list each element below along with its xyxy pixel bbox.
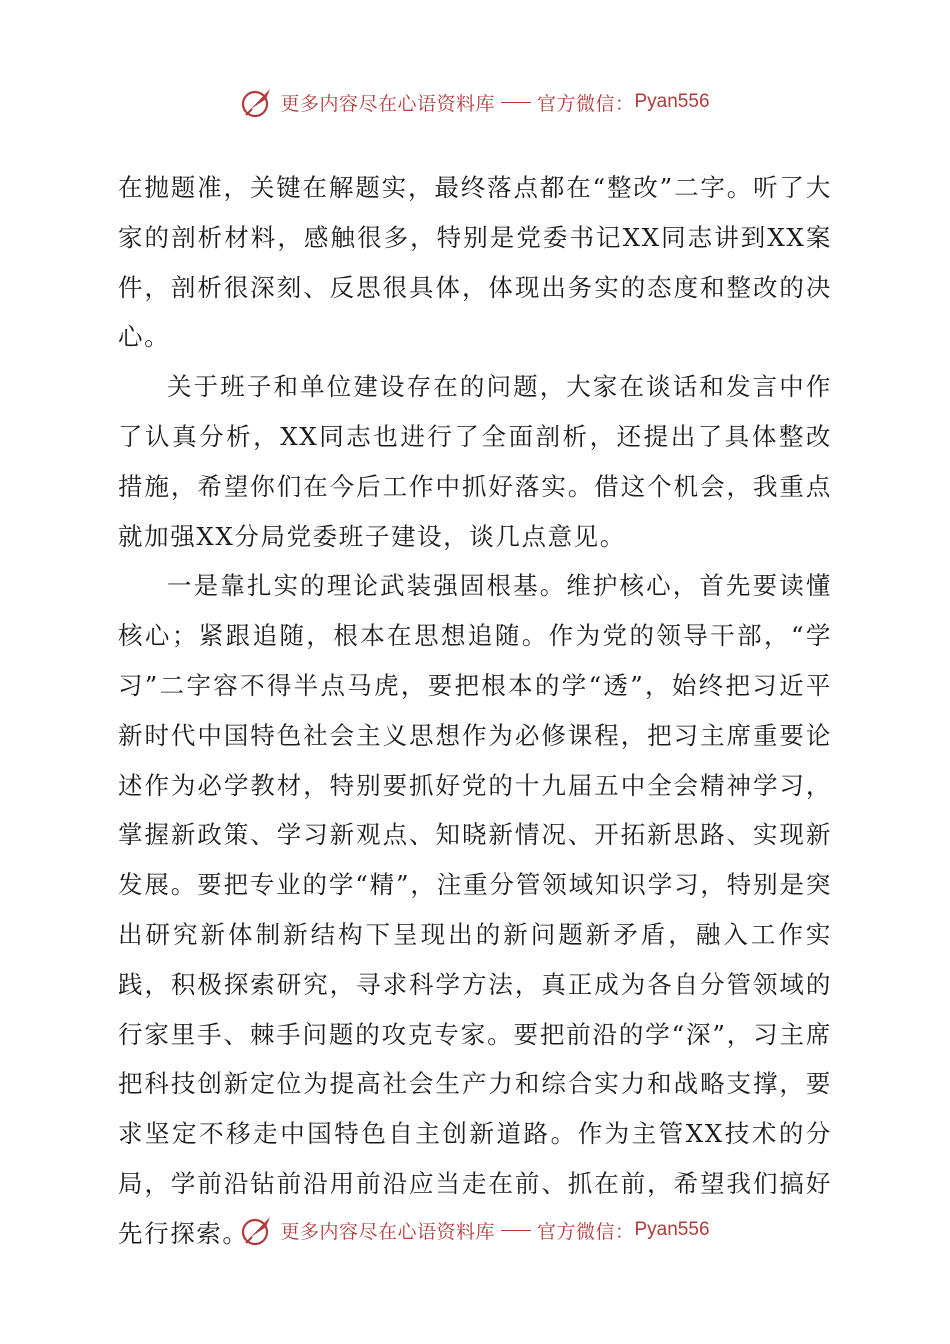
watermark-title: 更多内容尽在心语资料库 <box>280 92 495 115</box>
watermark-dash <box>501 1230 531 1231</box>
document-body <box>118 163 832 1259</box>
watermark-title: 更多内容尽在心语资料库 <box>280 1220 495 1243</box>
watermark-label: 官方微信： <box>536 92 635 115</box>
watermark-id: Pyan556 <box>634 1219 710 1240</box>
footer-watermark <box>0 1210 950 1250</box>
paragraph: 关于班子和单位建设存在的问题，大家在谈话和发言中作了认真分析，XX同志也进行了全面剖析，还提出了具体整改措施，希望你们在今后工作中抓好落实。借这个机会，我重点就加强XX分局党委班子建设，谈几点意见。 <box>118 372 832 551</box>
paragraph: 在抛题准，关键在解题实，最终落点都在“整改”二字。听了大家的剖析材料，感触很多，特别是党委书记XX同志讲到XX案件，剖析很深刻、反思很具体，体现出务实的态度和整改的决心。 <box>118 173 832 352</box>
quill-logo-icon <box>240 85 274 119</box>
paragraph: 一是靠扎实的理论武装强固根基。维护核心，首先要读懂核心；紧跟追随，根本在思想追随。作为党的领导干部，“学习”二字容不得半点马虎，要把根本的学“透”，始终把习近平新时代中国特色社会主义思想作为必修课程，把习主席重要论述作为必学教材，特别要抓好党的十九届五中全会精神学习，掌握新政策、学习新观点、知晓新情况、开拓新思路、实现新发展。要把专业的学“精”，注重分管领域知识学习，特别是突出研究新体制新结构下呈现出的新问题新矛盾，融入工作实践，积极探索研究，寻求科学方法，真正成为各自分管领域的行家里手、棘手问题的攻克专家。要把前沿的学“深”，习主席把科技创新定位为提高社会生产力和综合实力和战略支撑，要求坚定不移走中国特色自主创新道路。作为主管XX技术的分局，学前沿钻前沿用前沿应当走在前、抓在前，希望我们搞好先行探索。 <box>118 571 832 1248</box>
watermark-label: 官方微信： <box>536 1220 635 1243</box>
watermark-dash <box>501 102 531 103</box>
quill-logo-icon <box>240 1213 274 1247</box>
header-watermark <box>0 82 950 122</box>
watermark-id: Pyan556 <box>634 91 710 112</box>
